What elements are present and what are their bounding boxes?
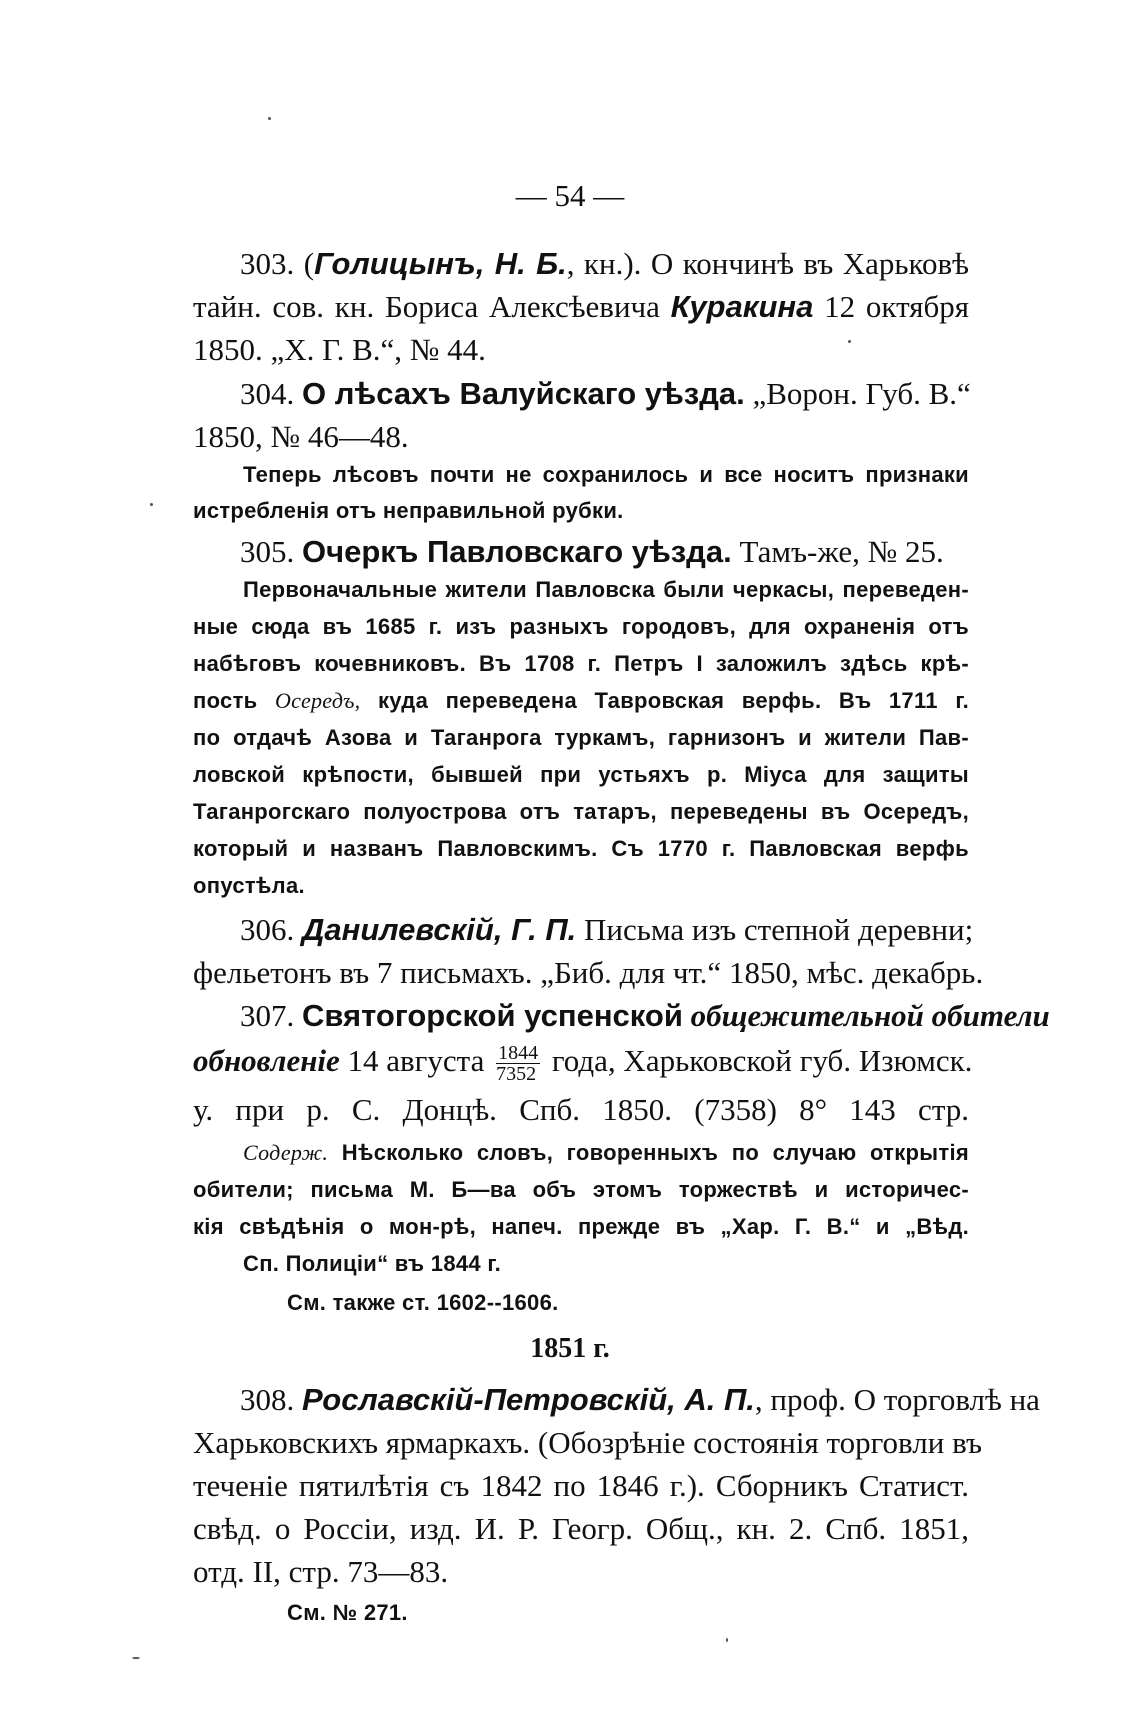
entry-open-paren: (: [303, 246, 315, 281]
entry-307-see-also: См. также ст. 1602-‑1606.: [287, 1290, 559, 1315]
entry-308-see: См. № 271.: [287, 1600, 408, 1625]
entry-text: тайн. сов. кн. Бориса Алексѣевича: [193, 289, 660, 324]
entry-308-line-1: [240, 1382, 1040, 1418]
entry-text: , кн.). О кончинѣ въ Харьковѣ: [566, 246, 970, 281]
entry-304-line-1: [240, 376, 969, 412]
place-name: Осередъ,: [274, 688, 361, 713]
note-text: пость: [193, 688, 258, 713]
entry-306-line-2: фельетонъ въ 7 письмахъ. „Биб. для чт.“ 1850, мѣс. декабрь.: [193, 955, 984, 990]
date-fraction: [496, 1043, 540, 1084]
entry-307-contents-4: Сп. Полиціи“ въ 1844 г.: [243, 1251, 502, 1276]
entry-number: 307.: [240, 998, 295, 1033]
entry-307-contents-1: [243, 1138, 969, 1168]
entry-number: 305.: [240, 534, 295, 569]
entry-number: 303.: [240, 246, 295, 281]
scan-speck: [268, 117, 271, 120]
entry-307-line-1: [240, 998, 1050, 1034]
entry-source: Тамъ-же, № 25.: [739, 534, 944, 569]
entry-307-contents-3: кія свѣдѣнія о мон-рѣ, напеч. прежде въ „Хар. Г. В.“ и „Вѣд.: [193, 1214, 969, 1239]
entry-title-italic: обновленіе: [193, 1043, 340, 1078]
entry-306-line-1: [240, 912, 974, 948]
entry-307-line-2: [193, 1042, 973, 1086]
entry-author: Данилевскій, Г. П.: [302, 912, 577, 947]
entry-text: 12 октября: [824, 289, 969, 324]
entry-305-line-1: [240, 534, 969, 570]
person-name: Куракина: [670, 289, 814, 324]
entry-text: 14 августа: [347, 1043, 485, 1078]
entry-305-note-2: ные сюда въ 1685 г. изъ разныхъ городовъ, для охраненія отъ: [193, 614, 969, 639]
entry-text: Письма изъ степной деревни;: [584, 912, 974, 947]
entry-number: 306.: [240, 912, 295, 947]
contents-text: Нѣсколько словъ, говоренныхъ по случаю открытія: [341, 1140, 969, 1165]
entry-305-note-3: набѣговъ кочевниковъ. Въ 1708 г. Петръ I заложилъ здѣсь крѣ-: [193, 651, 969, 676]
entry-303-line-1: [240, 246, 969, 282]
entry-304-note-1: Теперь лѣсовъ почти не сохранилось и все носитъ признаки: [243, 462, 969, 487]
contents-label: Содерж.: [243, 1140, 329, 1165]
scan-speck: [150, 503, 153, 506]
entry-303-line-3: 1850. „Х. Г. В.“, № 44.: [193, 332, 486, 367]
entry-title: Святогорской успенской: [302, 998, 683, 1033]
entry-305-note-7: Таганрогскаго полуострова отъ татаръ, переведены въ Осередъ,: [193, 799, 969, 824]
entry-title: Очеркъ Павловскаго уѣзда.: [302, 534, 732, 569]
entry-304-line-2: 1850, № 46—48.: [193, 419, 409, 454]
entry-305-note-4: [193, 686, 969, 716]
entry-305-note-9: опустѣла.: [193, 873, 305, 898]
entry-author: Голицынъ, Н. Б.: [314, 246, 567, 281]
entry-308-line-3: теченіе пятилѣтія съ 1842 по 1846 г.). Сборникъ Статист.: [193, 1468, 969, 1503]
entry-305-note-8: который и названъ Павловскимъ. Съ 1770 г. Павловская верфь: [193, 836, 969, 861]
entry-author: Рославскій-Петровскій, А. П.: [302, 1382, 755, 1417]
entry-title-italic: общежительной обители: [690, 998, 1050, 1033]
scan-speck: [132, 1657, 140, 1659]
entry-307-line-3: у. при р. С. Донцѣ. Спб. 1850. (7358) 8° 143 стр.: [193, 1092, 969, 1127]
entry-text: года, Харьковской губ. Изюмск.: [551, 1043, 973, 1078]
entry-307-contents-2: обители; письма М. Б—ва объ этомъ торжествѣ и историчес-: [193, 1177, 969, 1202]
year-heading: 1851 г.: [530, 1333, 610, 1364]
entry-text: , проф. О торговлѣ на: [754, 1382, 1040, 1417]
entry-308-line-2: Харьковскихъ ярмаркахъ. (Обозрѣніе состоянія торговли въ: [193, 1425, 982, 1460]
entry-304-note-2: истребленія отъ неправильной рубки.: [193, 498, 624, 523]
entry-number: 308.: [240, 1382, 295, 1417]
entry-number: 304.: [240, 376, 295, 411]
fraction-numerator: 1844: [498, 1042, 539, 1065]
entry-source: „Ворон. Губ. В.“: [752, 376, 971, 411]
entry-305-note-6: ловской крѣпости, бывшей при устьяхъ р. Міуса для защиты: [193, 762, 969, 787]
entry-303-line-2: [193, 289, 969, 325]
scan-speck: [726, 1638, 728, 1642]
entry-308-line-4: свѣд. о Россіи, изд. И. Р. Геогр. Общ., кн. 2. Спб. 1851,: [193, 1511, 969, 1546]
fraction-denominator: 7352: [496, 1063, 537, 1086]
scan-speck: [848, 340, 851, 343]
entry-305-note-5: по отдачѣ Азова и Таганрога туркамъ, гарнизонъ и жители Пав-: [193, 725, 969, 750]
entry-305-note-1: Первоначальные жители Павловска были черкасы, переведен-: [243, 577, 969, 602]
entry-title: О лѣсахъ Валуйскаго уѣзда.: [302, 376, 745, 411]
note-text: куда переведена Тавровская верфь. Въ 1711 г.: [378, 688, 969, 713]
page-number: — 54 —: [515, 178, 625, 213]
entry-308-line-5: отд. II, стр. 73—83.: [193, 1554, 449, 1589]
